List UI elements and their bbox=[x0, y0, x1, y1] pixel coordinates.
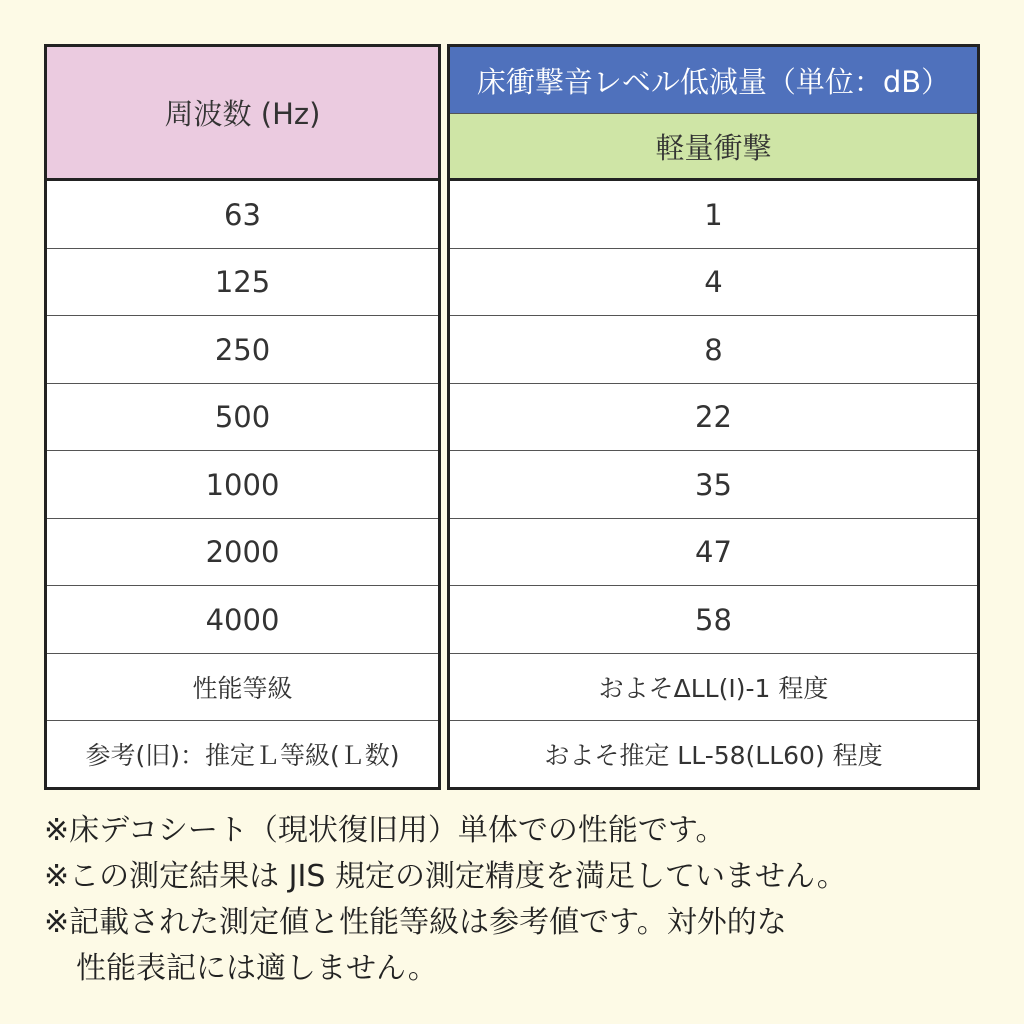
light-impact-header: 軽量衝撃 bbox=[450, 114, 977, 181]
freq-cell: 500 bbox=[47, 384, 438, 451]
value-cell: 8 bbox=[450, 316, 977, 384]
grade-value-cell: およそΔLL(I)-1 程度 bbox=[450, 654, 977, 721]
value-cell: 47 bbox=[450, 519, 977, 586]
value-cell: 35 bbox=[450, 451, 977, 519]
freq-cell: 63 bbox=[47, 181, 438, 249]
footnote-1: ※床デコシート（現状復旧用）単体での性能です。 bbox=[44, 813, 726, 848]
grade-label-cell: 性能等級 bbox=[47, 654, 438, 721]
frequency-column bbox=[44, 44, 441, 790]
value-cell: 22 bbox=[450, 384, 977, 451]
value-cell: 4 bbox=[450, 249, 977, 316]
reduction-column bbox=[447, 44, 980, 790]
footnotes bbox=[44, 808, 994, 992]
freq-cell: 4000 bbox=[47, 586, 438, 654]
footnote-3: ※記載された測定値と性能等級は参考値です。対外的な bbox=[44, 905, 787, 940]
value-cell: 1 bbox=[450, 181, 977, 249]
footnote-2: ※この測定結果は JIS 規定の測定精度を満足していません。 bbox=[44, 859, 847, 894]
freq-cell: 250 bbox=[47, 316, 438, 384]
reference-value-cell: およそ推定 LL-58(LL60) 程度 bbox=[544, 741, 883, 770]
reference-label-cell: 参考(旧)：推定Ｌ等級(Ｌ数) bbox=[85, 741, 400, 770]
value-cell: 58 bbox=[450, 586, 977, 654]
footnote-4: 性能表記には適しません。 bbox=[76, 951, 438, 986]
sound-reduction-table bbox=[44, 44, 980, 790]
freq-cell: 1000 bbox=[47, 451, 438, 519]
level-reduction-header: 床衝撃音レベル低減量（単位：dB） bbox=[450, 47, 977, 114]
frequency-header: 周波数 (Hz) bbox=[47, 47, 438, 181]
freq-cell: 2000 bbox=[47, 519, 438, 586]
freq-cell: 125 bbox=[47, 249, 438, 316]
